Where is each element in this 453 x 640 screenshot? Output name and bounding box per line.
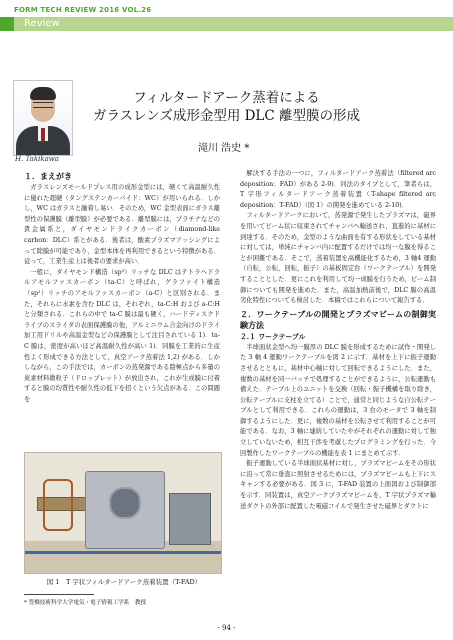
header-accent-block [0, 17, 14, 31]
paragraph: 振子運動している半球面状基材に対し，プラズマビームをその形状に沿って常に垂直に照射させるためには，プラズマビームも上下にスキャンする必要がある．図 3 に，T-FAD 装置の上面図および制御部を示す．同装置は，真空アークプラズマビームを，T 字状プラズマ輸送ダクトの外部に配置した電磁コイルで発生させた磁界とダクトに [240, 460, 436, 510]
paragraph: 一般に，ダイヤモンド構造（sp³）リッチな DLC はテトラヘドラルアモルファスカーボン（ta-C）と呼ばれ，グラファイト構造（sp²）リッチのアモルファスカーボン（a-C）と区別される．また，それらに水素を含む DLC は，それぞれ，ta-C:H および a-C:H と分類される．これらの中で ta-C 膜は最も硬く，ハードディスクドライブのスライダの表面保護膜の他，アルミニウム合金向けのドライ加工用ドリルや高温金型などの保護膜として注目されている 1)．ta-C 膜は，密度が高いほど高温耐久性が高い 1)．同膜を工業的に生産性よく形成できる方法として，真空アーク蒸着法 1,2) がある．しかしながら，この手法では，カーボンの蒸発源である陰極点から多量の炭素材料微粒子（ドロップレット）が放出され，これが生成膜に付着すると膜の均質性や耐久性の低下を招くという欠点がある．この問題を [24, 268, 220, 403]
article-title-line-1: フィルタードアーク蒸着による [133, 90, 320, 106]
paragraph: ガラスレンズモールドプレス用の成形金型には，硬くて高温耐久性に優れた超硬（タングステンカーバイド：WC）が用いられる．しかし，WC はガラスと融着し易い．そのため，WC 金型表面にガラス離型性の保護膜（離型膜）が必要である．離型膜には，プラチナなどの貴金属系と，ダイヤモンドライクカーボン（diamond-like carbon：DLC）系とがある．後者は，酸素プラズマアッシングによって除膜が可能であり，金型本体を再利用できるという特徴がある．従って，工業生産上は後者の要求が高い． [24, 184, 220, 266]
section-tag: Review [24, 18, 60, 29]
author-name: 滝川 浩史 * [198, 143, 250, 154]
figure-1-apparatus-photo [24, 452, 222, 574]
subsection-2-1-heading: ２.１ ワークテーブル [240, 332, 306, 341]
left-column [24, 169, 220, 405]
author-affiliation-footnote: * 豊橋技術科学大学電気・電子情報工学系 教授 [24, 600, 147, 606]
author-signature: H. Takikawa [15, 155, 59, 163]
paragraph: 半球面状金型へ均一膜厚の DLC 膜を形成するために試作・開発した 3 軸 4 運動ワークテーブルを図 2 に示す．基材を上下に振子運動させるとともに，基材中心軸に対して回転できるようにした．また，複数の基材を同一バッチで処理することができるように，公転運動も備えた．テーブル上のユニットを交換（回転・振子機構を取り除き，公転テーブルに支柱を立てる）ことで，通常と同じような自公転テーブルとして利用できる．これらの運動は，3 台のモータで 3 軸を制御するようにした．更に，複数の基材を公転させて利用することが可能である．なお，3 軸に連続していたやがそれぞれの運動に対して独立していないため，相互干渉を考慮したプログラミングを行った．今回製作したワークテーブルの機能を表 1 にまとめて示す． [240, 343, 436, 457]
header-band [14, 17, 453, 31]
page-number: - 94 - [217, 624, 236, 632]
paragraph: フィルタードアークにおいて，蒸発源で発生したプラズマは，磁界を用いてビーム状に収束されてチャンバへ輸送され，直進的に基材に到達する．そのため，金型のような曲面を有する形状をしている基材に対しては，単純にチャンバ内に配置するだけでは均一な膜を得ることが困難である．そこで，蒸着装置を高機能化するため，3 軸4 運動（自転，公転，回転，振子）の基板固定台（ワークテーブル）を開発することとした．更にこれを利用して均一成膜を行うため，ビーム制御についても開発を進めた．また，高温加熱前後で，DLC 膜の高温劣化特性についても検討した．本稿ではこれらについて報告する． [240, 212, 436, 305]
figure-1-caption: 図 1 T 字状フィルタードアーク蒸着装置（T-FAD） [46, 578, 202, 586]
right-column [240, 169, 436, 512]
section-1-heading: １．まえがき [24, 171, 72, 181]
article-title-line-2: ガラスレンズ成形金型用 DLC 離型膜の形成 [92, 108, 361, 124]
footnote-rule [24, 594, 94, 595]
section-2-heading: ２．ワークテーブルの開発とプラズマビームの制御実験方法 [240, 308, 436, 330]
paragraph: 解決する手法の一つに，フィルタードアーク蒸着法（filtered arc deposition：FAD）がある 2-9)．同法のタイプとして，筆者らは，T 字形フィルタードアーク蒸着装置（T-shape filtered arc deposition：T-FAD）（図 1）の開発を進めている 2-10)． [240, 170, 436, 209]
page-header [0, 0, 453, 32]
journal-title: FORM TECH REVIEW 2016 VOL.26 [14, 6, 152, 14]
